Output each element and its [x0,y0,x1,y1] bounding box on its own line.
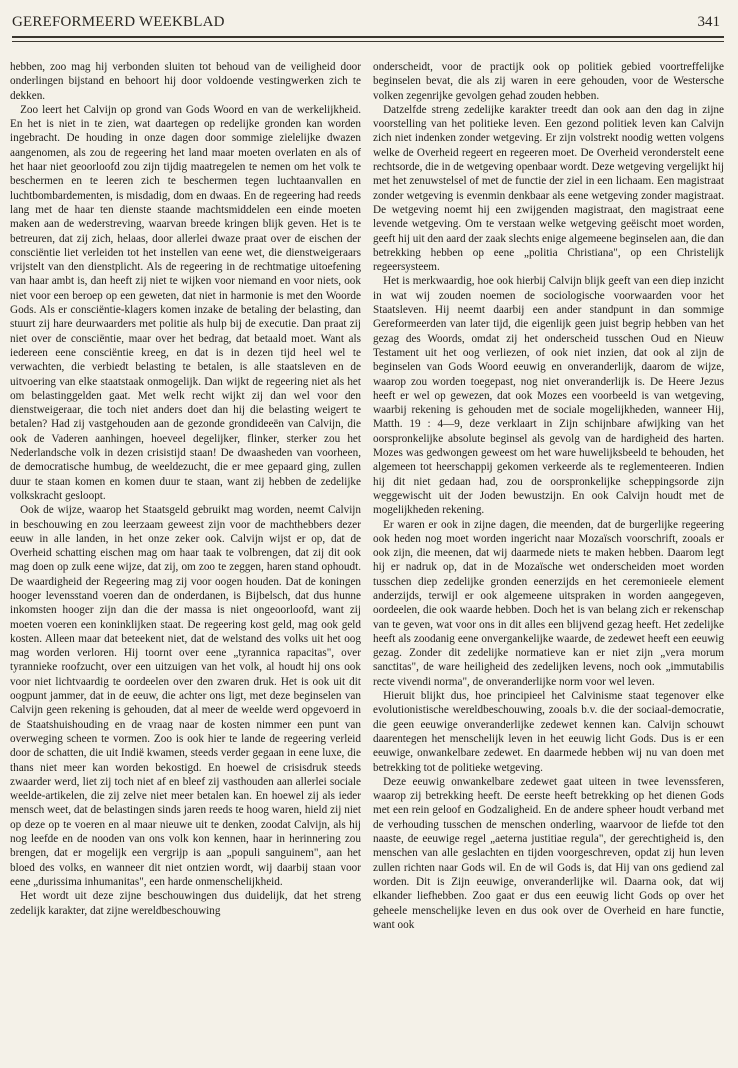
paragraph: hebben, zoo mag hij verbonden sluiten tot behoud van de veiligheid door onderlingen bijstand en behoort hij door voldoende vestingwerken zich te dekken. [10,61,361,102]
journal-title: GEREFORMEERD WEEKBLAD [12,14,225,30]
paragraph: Hieruit blijkt dus, hoe principieel het Calvinisme staat tegenover elke evolutionistische wereldbeschouwing, zooals b.v. die der sociaal-democratie, die geen eeuwige onveranderlijke zedewet kennen kan. Calvijn schouwt daarentegen het menschelijk leven in het eeuwig licht Gods. Dus is er een eeuwige, onwankelbare zedewet. En daarmede hebben wij nu van doen met betrekking tot de politieke wetgeving. [373,690,724,774]
page-header [12,14,722,34]
paragraph: Ook de wijze, waarop het Staatsgeld gebruikt mag worden, neemt Calvijn in beschouwing en zou leerzaam geweest zijn voor de machthebbers dezer eeuw in alle landen, in het onze zeker ook. Calvijn wijst er op, dat de Overheid schatting eischen mag om haar taak te volbrengen, dat zij dit ook mag doen op zulk eene wijze, dat zij, om zoo te zeggen, haren stand ophoudt. De waardigheid der Regeering mag zij voor oogen houden. Dat de koningen hooger levensstand voeren dan de onderdanen, is Bijbelsch, dat dus hunne inkomsten hooger zijn dan die der massa is niet ongeoorloofd, want zij moeten voeren een koninklijken staat. De regeering kost geld, mag ook geld kosten. Alleen maar dat beteekent niet, dat de welstand des volks uit het oog mag worden verloren. Hij toornt over eene „tyrannica rapacitas", over tyrannieke roofzucht, over een uitzuigen van het volk, al houdt hij ons ook voor niet lichtvaardig te oordeelen over den zwaren druk. Het is ook uit dit oogpunt jammer, dat in de eeuw, die achter ons ligt, met deze beginselen van Calvijn geen rekening is gehouden, dat al meer de weelde werd opgevoerd in de Staatshuishouding en de vraag naar de kosten nimmer een punt van overweging scheen te vormen. Zoo is ook hier te lande de regeering verleid door de schatten, die uit Indië kwamen, steeds verder gegaan in eene luxe, die thans niet meer kan worden bekostigd. En hoewel de crisisdruk steeds zwaarder werd, liet zij toch niet af en bleef zij vasthouden aan allerlei sociale weelde-artikelen, die zij zelve niet meer betalen kan. En hoewel zij als ieder mensch weet, dat de belastingen sinds jaren reeds te hoog waren, hield zij niet op deze op te voeren en al maar nieuwe uit te denken, zoodat Calvijn, als hij nog leefde en de nooden van ons volk kon kennen, haar in herinnering zou brengen, dat er mogelijk een vergrijp is aan „populi sanguinem", aan het bloed des volks, en wanneer dit niet ontzien wordt, wij daarbij staan voor eene „durissima inhumanitas", een harde onmenschelijkheid. [10,504,361,888]
header-rule-thick [12,36,724,38]
paragraph: Het wordt uit deze zijne beschouwingen dus duidelijk, dat het streng zedelijk karakter, dat zijne wereldbeschouwing [10,890,361,917]
paragraph: Er waren er ook in zijne dagen, die meenden, dat de burgerlijke regeering ook heden nog moet worden ingericht naar Mozaïsch voorschrift, zooals er ook zijn, die meenen, dat wij daarmede niets te maken hebben. Daarom legt hij er nadruk op, dat in de Mozaïsche wet onderscheiden moet worden tusschen diep zedelijke gronden eenerzijds en het ceremonieele element anderzijds, terwijl er ook algemeene uitspraken in worden aangegeven, oordeelen, die ook waarde hebben. Doch het is van belang zich er rekenschap van te geven, wat voor ons in dit alles een blijvend gezag heeft. Het zedelijke heeft als zoodanig eene onvergankelijke waarde, de zedewet heeft een eeuwig gezag. Zonder dit zedelijke normatieve kan er niet zijn „vera morum sanctitas", de ware heiligheid des zedelijken levens, noch ook „immutabilis recte vivendi norma", de onveranderlijke norm voor wel leven. [373,518,724,688]
text-column-left [10,60,361,918]
paragraph: Deze eeuwig onwankelbare zedewet gaat uiteen in twee levenssferen, waarop zij betrekking heeft. De eerste heeft betrekking op het dienen Gods met een rein geloof en Godzaligheid. En de andere spheer houdt verband met de verhouding tusschen de menschen onderling, waarvoor de liefde tot den naaste, de eeuwige regel „aeterna justitiae regula", der gerechtigheid is, den menschen van alle geslachten en tijden voorgeschreven, opdat zij hun leven zullen richten naar Gods wil. En de wil Gods is, dat Hij van ons gediend zal worden. Dit is Zijn eeuwige, onveranderlijke wil. Daarna ook, dat wij elkander liefhebben. Zoo gaat er dus een eeuwig licht Gods op over het geheele menschelijke leven en dus ook over de Overheid en hare functie, want ook [373,775,724,931]
paragraph: Zoo leert het Calvijn op grond van Gods Woord en van de werkelijkheid. En het is niet in te zien, wat daartegen op redelijke gronden kan worden ingebracht. De houding in onze dagen door sommige zielelijke dwazen aangenomen, als zou de regeering het land maar moeten overlaten en als of het haar niet geoorloofd zou zijn tijdig maatregelen te nemen om het volk te beschermen en te leeren zich te beschermen tegen luchtaanvallen en luchtbombardementen, is misdadig, dom en dwaas. En de regeering had reeds lang met de haar ten dienste staande machtsmiddelen een einde moeten maken aan de wederstreving, waarvan breede kringen blijk geven. Het is te betreuren, dat zij zich, helaas, door allerlei dwaze praat over de eischen der consciëntie liet verleiden tot het instellen van eene wet, die dienstweigeraars vrijstelt van den dienstplicht. Als de regeering in de rechtmatige uitoefening van haar ambt is, dan heeft zij niet te wijken voor niemand en voor niets, ook niet voor een beroep op een geweten, dat niet in harmonie is met den Woorde Gods. Als er consciëntie-klagers komen inzake de betaling der belasting, dan stuurt zij hare deurwaarders met politie als hulp bij de executie. Dan praat zij niet over de consciëntie, maar over het bedrag, dat betaald moet. Want als iedereen eene consciëntie kreeg, en dat is in dezen tijd heel wel te verwachten, die verbiedt belasting te betalen, is alle staatsleven en de uitvoering van elke staatstaak onmogelijk. Dan wijkt de regeering niet als het om belastinggelden gaat. Met welk recht wijkt zij dan wel voor den dienstweigeraar, die toch niet anders doet dan hij die belasting weigert te betalen? Had zij vastgehouden aan de gezonde grondideeën van Calvijn, die ook de Vaderen aanhingen, hoeveel degelijker, flinker, sterker zou het Nederlandsche volk in dezen crisistijd staan! De dwaasheden van voorheen, de democratische humbug, de weeldezucht, die er mee gepaard ging, zullen duur te staan komen en komen duur te staan, want zij hebben de zedelijke volkskracht gesloopt. [10,103,361,502]
text-column-right [373,60,724,932]
paragraph: Het is merkwaardig, hoe ook hierbij Calvijn blijk geeft van een diep inzicht in wat wij zouden noemen de sociologische voorwaarden voor het Staatsleven. Hij neemt daarbij een ander standpunt in dan sommige Gereformeerden van later tijd, die eigenlijk geen juist begrip hebben van het gezag des Woords, omdat zij het onderscheid tusschen Oud en Nieuw Testament uit het oog verliezen, of ook niet inzien, dat ook al zijn de beginselen van Gods Woord eeuwig en onveranderlijk, daarom de wijze, waarop zou worden toegepast, nog niet onveranderlijk is. De Heere Jezus heeft er wel op gewezen, dat ook Mozes een voorbeeld is van wetgeving, waarbij rekening is gehouden met de sociale mogelijkheden, wanneer Hij, Matth. 19 : 4—9, deze verklaart in Zijn schijnbare afwijking van het oorspronkelijke absolute beginsel als gevolg van de hardigheid des harten. Mozes was gedwongen geweest om het ware huwelijksbeeld te behouden, het algemeen tot heerschappij gekomen verkeerde als te reglementeeren. Indien hij dit niet gedaan had, zou de oorspronkelijke scheppingsorde zijn weggewischt uit der Joden bewustzijn. En ook Calvijn houdt met de mogelijkheden rekening. [373,275,724,517]
header-rule-thin [12,41,724,42]
page-number: 341 [697,14,720,30]
paragraph: Datzelfde streng zedelijke karakter treedt dan ook aan den dag in zijne voorstelling van het politieke leven. Een gezond politiek leven kan Calvijn zich niet indenken zonder wetgeving. Er zijn volstrekt noodig wetten volgens welke de Overheid regeert en regeeren moet. De Overheid veronderstelt eene rechtsorde, die in de wetgeving openbaar wordt. Deze wetgeving vergelijkt hij met het zenuwstelsel of met de functie der ziel in een lichaam. Een magistraat zonder wetgeving is evenmin denkbaar als eene wetgeving zonder magistraat. De wetgeving noemt hij een zwijgenden magistraat, den magistraat eene levende wetgeving. Om te verstaan welke wetgeving geëischt moet worden, geeft hij uit den aard der zaak slechts enige algemeene beginselen aan, die dan betrekking hebben op eene „politia Christiana", op een Christelijk regeersysteem. [373,103,725,274]
paragraph: onderscheidt, voor de practijk ook op politiek gebied voortreffelijke beginselen bevat, die als zij waren in eere gehouden, voor de Westersche volken zegenrijke gevolgen gehad zouden hebben. [373,61,724,102]
